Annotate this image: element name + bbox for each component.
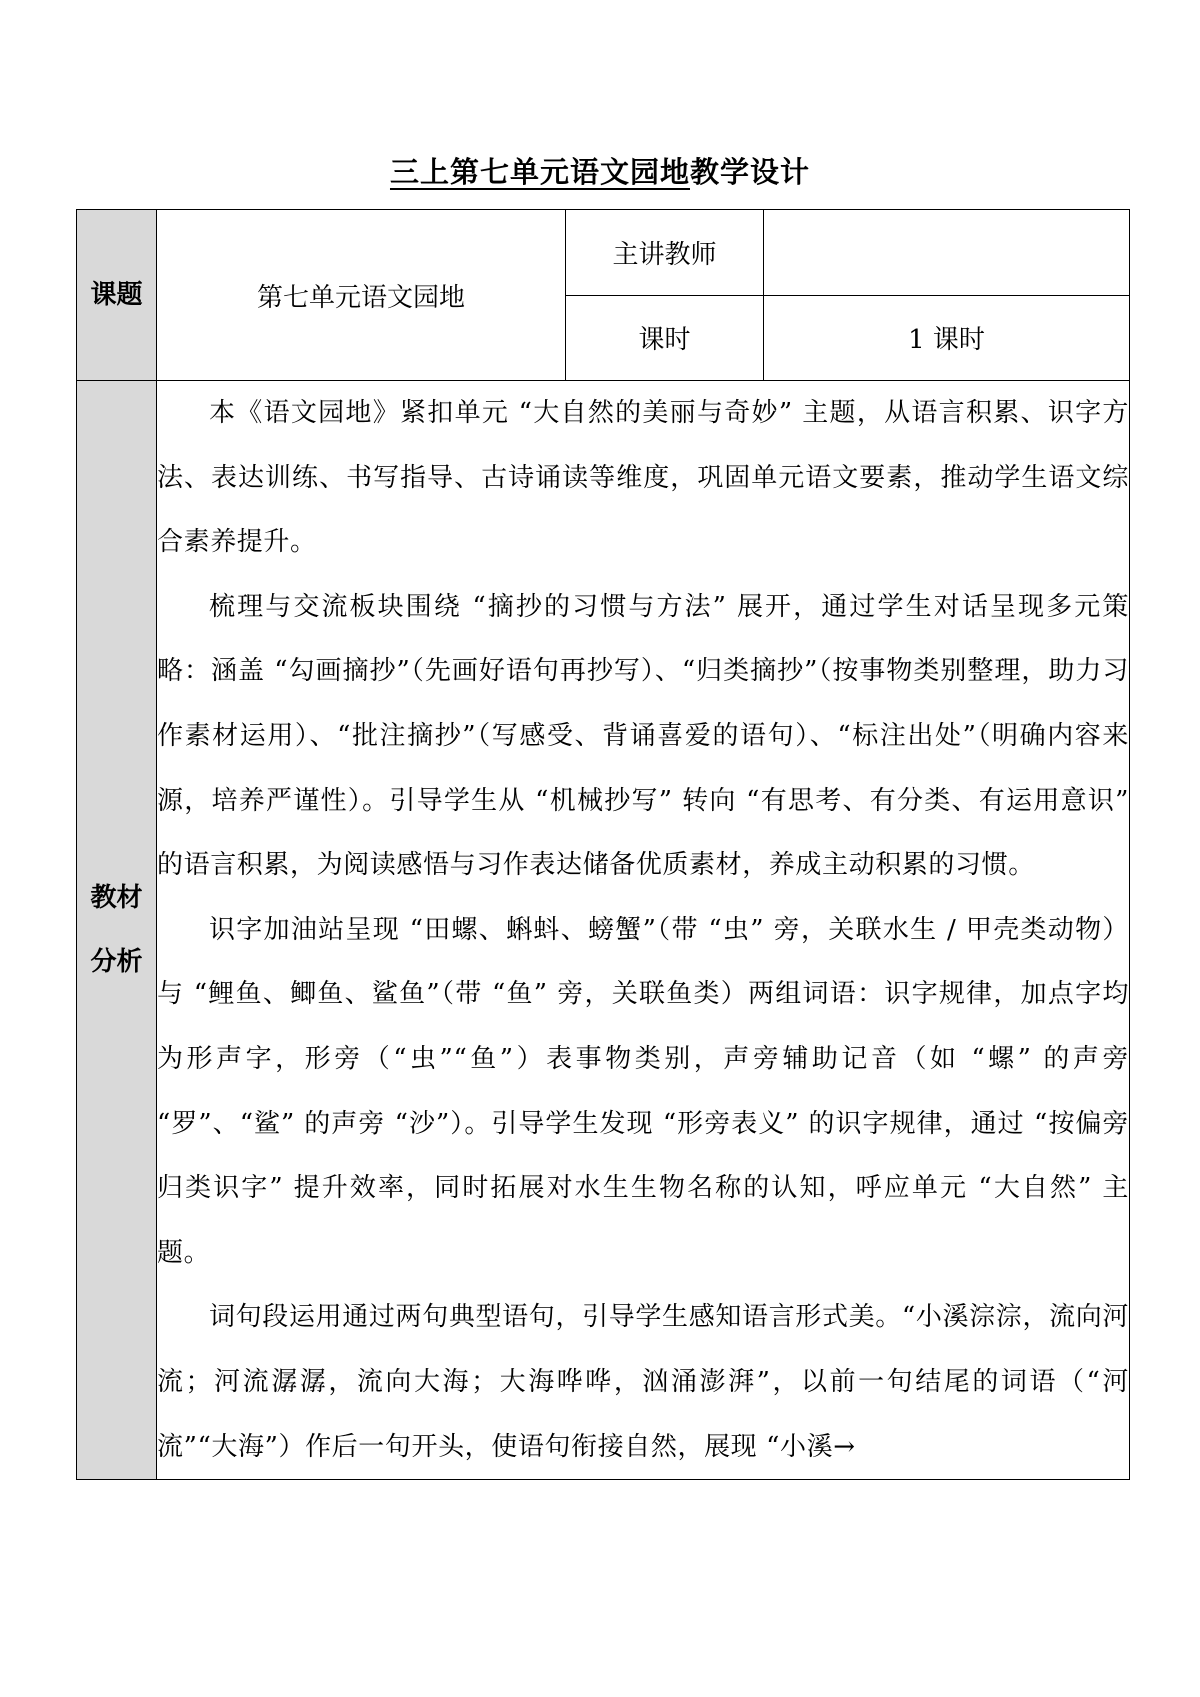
analysis-label — [77, 381, 157, 1480]
title-underlined-part: 三上第七单元语文园地 — [389, 155, 690, 189]
header-row-1 — [77, 210, 1130, 296]
analysis-content — [157, 381, 1130, 1480]
teacher-value — [764, 210, 1130, 296]
analysis-paragraph: 词句段运用通过两句典型语句，引导学生感知语言形式美。“小溪淙淙，流向河流；河流潺潺，流向大海；大海哗哗，汹涌澎湃”，以前一句结尾的词语（“河流”“大海”）作后一句开头，使语句衔接自然，展现 “小溪→ — [157, 1302, 1129, 1462]
analysis-paragraph: 本《语文园地》紧扣单元 “大自然的美丽与奇妙” 主题，从语言积累、识字方法、表达训练、书写指导、古诗诵读等维度，巩固单元语文要素，推动学生语文综合素养提升。 — [157, 398, 1129, 558]
analysis-row — [77, 381, 1130, 1480]
analysis-label-line1: 教材 — [90, 883, 143, 914]
lesson-plan-table — [76, 209, 1130, 1480]
topic-value: 第七单元语文园地 — [157, 210, 566, 381]
title-rest-part: 教学设计 — [690, 155, 811, 189]
analysis-label-line2: 分析 — [90, 947, 143, 978]
analysis-paragraph: 梳理与交流板块围绕 “摘抄的习惯与方法” 展开，通过学生对话呈现多元策略：涵盖 “勾画摘抄”（先画好语句再抄写）、“归类摘抄”（按事物类别整理，助力习作素材运用）、“批注摘抄”（写感受、背诵喜爱的语句）、“标注出处”（明确内容来源，培养严谨性）。引导学生从 “机械抄写” 转向 “有思考、有分类、有运用意识” 的语言积累，为阅读感悟与习作表达储备优质素材，养成主动积累的习惯。 — [157, 591, 1129, 881]
hours-value: 1 课时 — [764, 295, 1130, 381]
document-title — [0, 152, 1200, 192]
hours-label: 课时 — [566, 295, 764, 381]
teacher-label: 主讲教师 — [566, 210, 764, 296]
topic-label: 课题 — [77, 210, 157, 381]
analysis-paragraph: 识字加油站呈现 “田螺、蝌蚪、螃蟹”（带 “虫” 旁，关联水生 / 甲壳类动物）与 “鲤鱼、鲫鱼、鲨鱼”（带 “鱼” 旁，关联鱼类）两组词语：识字规律，加点字均为形声字，形旁（“虫”“鱼”）表事物类别，声旁辅助记音（如 “螺” 的声旁 “罗”、“鲨” 的声旁 “沙”）。引导学生发现 “形旁表义” 的识字规律，通过 “按偏旁归类识字” 提升效率，同时拓展对水生生物名称的认知，呼应单元 “大自然” 主题。 — [157, 914, 1129, 1268]
